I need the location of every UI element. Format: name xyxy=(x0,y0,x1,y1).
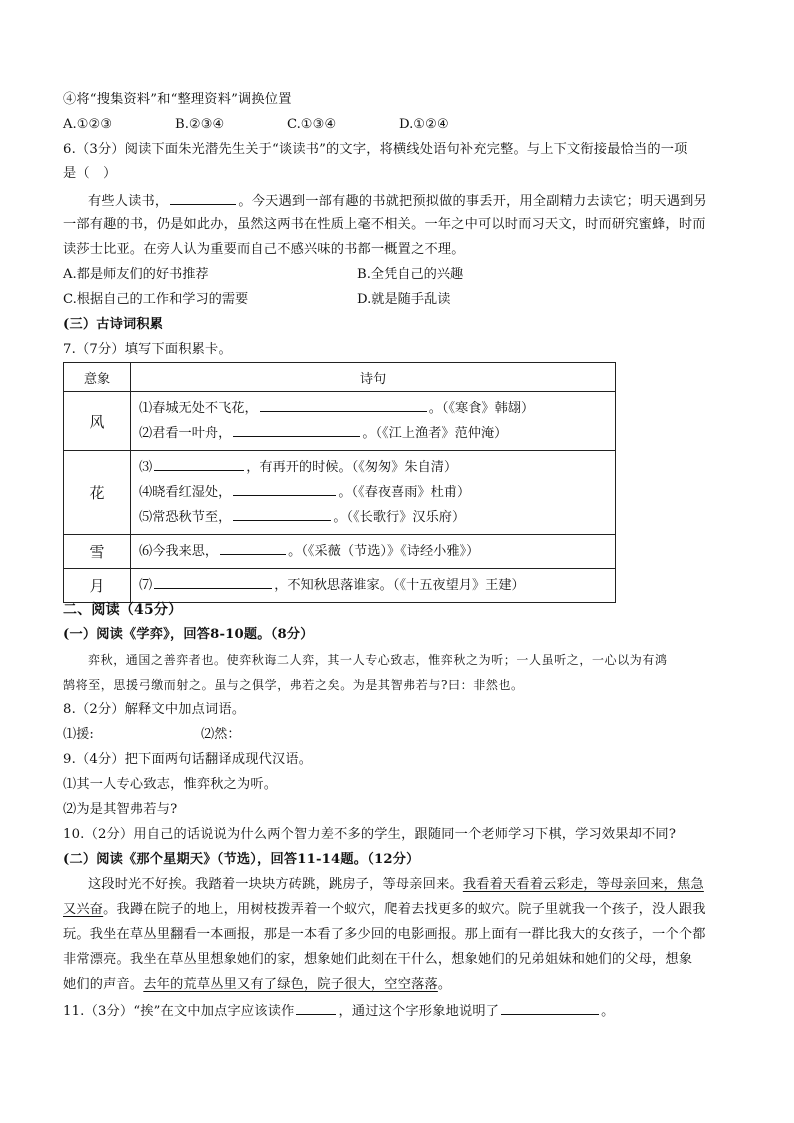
poem-source: 。（《采薇（节选）》《诗经小雅》） xyxy=(288,544,480,559)
poem-source: 。（《春夜喜雨》杜甫） xyxy=(338,485,471,500)
poem-line xyxy=(139,480,607,505)
poem-line xyxy=(139,421,607,446)
q6-passage-line: 读莎士比亚。在旁人认为重要而自己不感兴味的书都一概置之不理。 xyxy=(63,242,465,257)
poem-source: ，不知秋思落谁家。（《十五夜望月》王建） xyxy=(274,578,525,593)
q6-choice-a: A.都是师友们的好书推荐 xyxy=(63,267,209,282)
fill-blank[interactable] xyxy=(233,482,336,496)
poem-prompt: ⑶ xyxy=(139,460,153,475)
table-row xyxy=(64,569,616,603)
q6-passage-line: 一部有趣的书，仍是如此办，虽然这两书在性质上毫不相关。一年之中可以时而习天文，时而研究蜜蜂，时而 xyxy=(63,217,706,232)
poem-lines-cell xyxy=(131,535,616,569)
subsection-title: (一）阅读《学弈》，回答8-10题。（8分） xyxy=(63,627,314,642)
poem-prompt: ⑺ xyxy=(139,578,153,593)
fill-blank[interactable] xyxy=(220,541,286,555)
q9-stem: 9.（4分）把下面两句话翻译成现代汉语。 xyxy=(63,752,313,767)
poem-line xyxy=(139,539,607,564)
imagery-cell: 花 xyxy=(64,451,131,535)
q6-stem: 6.（3分）阅读下面朱光潜先生关于“谈读书”的文字，将横线处语句补充完整。与上下文衔接最恰当的一项 xyxy=(63,142,688,157)
imagery-cell: 雪 xyxy=(64,535,131,569)
poem-source: ，有再开的时候。（《匆匆》朱自清） xyxy=(246,460,458,475)
q5-option-4: ④将“搜集资料”和“整理资料”调换位置 xyxy=(63,92,292,107)
section-title: (三）古诗词积累 xyxy=(63,317,164,332)
passage-line: 她们的声音。去年的荒草丛里又有了绿色，院子很大，空空落落。 xyxy=(63,977,452,992)
passage-line: 又兴奋。我蹲在院子的地上，用树枝拨弄着一个蚁穴，爬着去找更多的蚁穴。院子里就我一个孩子，没人跟我 xyxy=(63,902,706,917)
poem-prompt: ⑷晓看红湿处， xyxy=(139,485,232,500)
q6-choice-c: C.根据自己的工作和学习的需要 xyxy=(63,292,249,307)
accumulation-card-table xyxy=(63,362,616,603)
poem-prompt: ⑹今我来思， xyxy=(139,544,219,559)
part-title: 二、阅读（45分） xyxy=(63,602,183,618)
passage-line: 非常漂亮。我坐在草丛里想象她们的家，想象她们此刻在干什么，想象她们的兄弟姐妹和她们的父母，想象 xyxy=(63,952,693,967)
q11-stem: 11.（3分）“挨”在文中加点字应该读作 ，通过这个字形象地说明了 。 xyxy=(63,1001,615,1021)
table-row xyxy=(64,392,616,451)
imagery-cell: 月 xyxy=(64,569,131,603)
fill-blank[interactable] xyxy=(501,1001,599,1015)
table-row xyxy=(64,451,616,535)
q9-item-2: ⑵为是其智弗若与? xyxy=(63,802,178,817)
q5-choice-b: B.②③④ xyxy=(175,117,225,132)
poem-source: 。（《江上渔者》范仲淹） xyxy=(362,426,508,441)
poem-lines-cell xyxy=(131,392,616,451)
poem-line xyxy=(139,505,607,530)
fill-blank[interactable] xyxy=(154,457,244,471)
subsection-title: (二）阅读《那个星期天》（节选），回答11-14题。（12分） xyxy=(63,852,420,867)
imagery-cell: 风 xyxy=(64,392,131,451)
q10-stem: 10.（2分）用自己的话说说为什么两个智力差不多的学生，跟随同一个老师学习下棋，学习效果却不同? xyxy=(63,827,677,842)
column-header: 诗句 xyxy=(131,363,616,392)
poem-line xyxy=(139,455,607,480)
q8-stem: 8.（2分）解释文中加点词语。 xyxy=(63,702,246,717)
q6-stem-cont: 是（ ） xyxy=(63,166,117,181)
poem-prompt: ⑴春城无处不飞花， xyxy=(139,401,258,416)
classical-text-line: 鹄将至，思援弓缴而射之。虽与之俱学，弗若之矣。为是其智弗若与?曰：非然也。 xyxy=(63,678,524,692)
fill-blank[interactable] xyxy=(154,575,272,589)
poem-lines-cell xyxy=(131,569,616,603)
fill-blank[interactable] xyxy=(170,191,236,205)
fill-blank[interactable] xyxy=(233,507,331,521)
fill-blank[interactable] xyxy=(233,423,360,437)
passage-line: 玩。我坐在草丛里翻看一本画报，那是一本看了多少回的电影画报。那上面有一群比我大的女孩子，一个个都 xyxy=(63,927,706,942)
table-header-row xyxy=(64,363,616,392)
q8-item-2: ⑵然： xyxy=(201,727,241,742)
classical-text-line: 弈秋，通国之善弈者也。使弈秋诲二人弈，其一人专心致志，惟弈秋之为听；一人虽听之，一心以为有鸿 xyxy=(88,653,668,667)
poem-lines-cell xyxy=(131,451,616,535)
table-row xyxy=(64,535,616,569)
q5-choice-a: A.①②③ xyxy=(63,117,113,132)
poem-source: 。（《长歌行》汉乐府） xyxy=(333,510,466,525)
q7-stem: 7.（7分）填写下面积累卡。 xyxy=(63,342,232,357)
q5-choice-c: C.①③④ xyxy=(287,117,337,132)
poem-line xyxy=(139,396,607,421)
fill-blank[interactable] xyxy=(296,1001,336,1015)
poem-prompt: ⑵君看一叶舟， xyxy=(139,426,232,441)
poem-source: 。（《寒食》韩翃） xyxy=(428,401,535,416)
q6-passage-line: 有些人读书， 。今天遇到一部有趣的书就把预拟做的事丢开，用全副精力去读它；明天遇到另 xyxy=(88,191,707,211)
poem-prompt: ⑸常恐秋节至， xyxy=(139,510,232,525)
fill-blank[interactable] xyxy=(260,398,427,412)
poem-line xyxy=(139,573,607,598)
q6-choice-b: B.全凭自己的兴趣 xyxy=(357,267,464,282)
column-header: 意象 xyxy=(64,363,131,392)
q8-item-1: ⑴援: xyxy=(63,727,94,742)
q6-choice-d: D.就是随手乱读 xyxy=(357,292,451,307)
q9-item-1: ⑴其一人专心致志，惟弈秋之为听。 xyxy=(63,777,278,792)
q5-choice-d: D.①②④ xyxy=(399,117,449,132)
passage-line: 这段时光不好挨。我踏着一块块方砖跳，跳房子，等母亲回来。我看着天看着云彩走，等母亲回来，焦急 xyxy=(88,877,704,892)
